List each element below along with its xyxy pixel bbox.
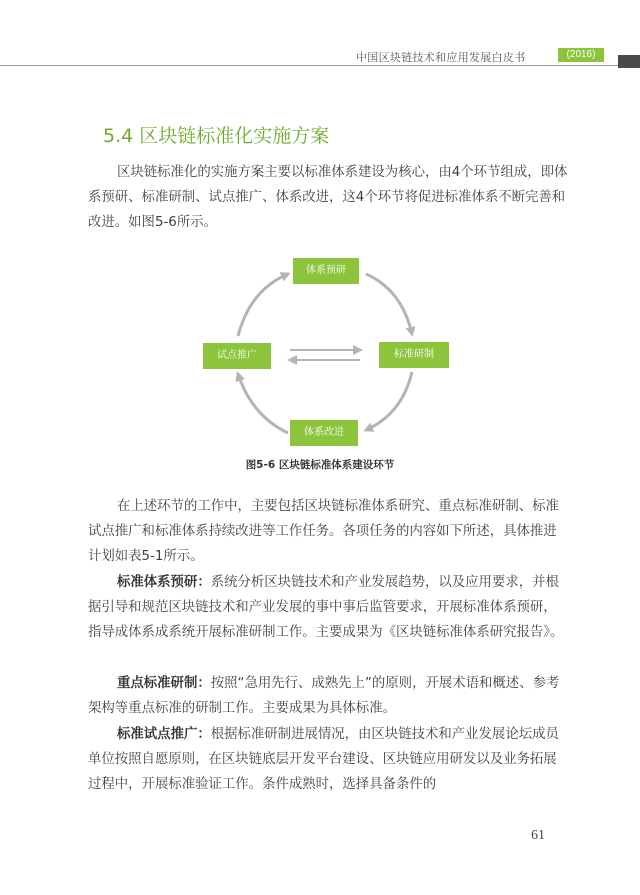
node-system-research: 体系预研: [293, 258, 359, 284]
paragraph-key-standards: [88, 671, 568, 721]
header-tab-marker: [618, 55, 640, 68]
paragraph-tasks-text: 在上述环节的工作中，主要包括区块链标准体系研究、重点标准研制、标准试点推广和标准体系持续改进等工作任务。各项任务的内容如下所述，具体推进计划如表5-1所示。: [88, 499, 559, 564]
node-system-improvement: 体系改进: [290, 420, 358, 446]
paragraph-key-standards-text: 按照“急用先行、成熟先上”的原则，开展术语和概述、参考架构等重点标准的研制工作。主要成果为具体标准。: [88, 676, 560, 716]
running-header-year-badge: (2016): [558, 48, 604, 62]
arrow-top-to-right: [366, 274, 412, 334]
term-pilot: 标准试点推广：: [117, 727, 211, 742]
figure-caption: 图5-6 区块链标准体系建设环节: [245, 459, 395, 471]
running-header-title: 中国区块链技术和应用发展白皮书: [356, 51, 526, 64]
node-pilot-promotion: 试点推广: [203, 343, 271, 369]
paragraph-intro-text: 区块链标准化的实施方案主要以标准体系建设为核心，由4个环节组成，即体系预研、标准研制、试点推广、体系改进，这4个环节将促进标准体系不断完善和改进。如图5-6所示。: [88, 165, 568, 230]
arrow-left-to-top: [238, 274, 288, 336]
paragraph-research: [88, 570, 568, 645]
standardization-cycle-diagram: [180, 250, 480, 460]
paragraph-tasks: [88, 494, 568, 569]
header-rule: [0, 65, 622, 66]
page-number: 61: [531, 828, 545, 843]
paragraph-research-text: 系统分析区块链技术和产业发展趋势，以及应用要求，并根据引导和规范区块链技术和产业发展的事中事后监管要求，开展标准体系预研，指导成体系成系统开展标准研制工作。主要成果为《区块链标准体系研究报告》。: [88, 575, 564, 640]
arrow-bottom-to-left: [238, 374, 288, 433]
node-standard-development: 标准研制: [379, 342, 449, 368]
paragraph-pilot: [88, 722, 568, 797]
arrow-right-to-bottom: [366, 372, 412, 430]
paragraph-intro: [88, 160, 568, 235]
term-research: 标准体系预研：: [117, 575, 211, 590]
paragraph-pilot-text: 根据标准研制进展情况，由区块链技术和产业发展论坛成员单位按照自愿原则，在区块链底层开发平台建设、区块链应用研发以及业务拓展过程中，开展标准验证工作。条件成熟时，选择具备条件的: [88, 727, 559, 792]
term-key-standards: 重点标准研制：: [117, 676, 211, 691]
section-title: 5.4 区块链标准化实施方案: [103, 125, 330, 147]
